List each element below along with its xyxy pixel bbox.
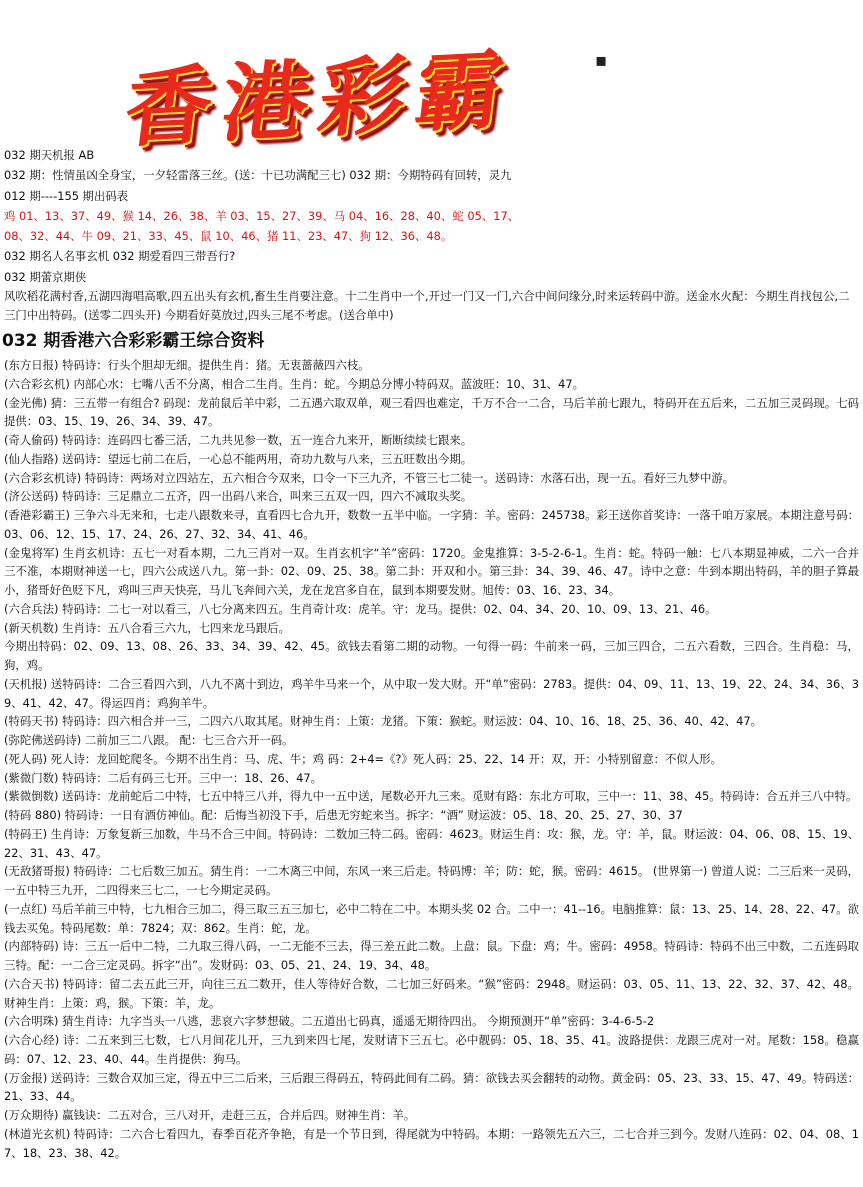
section-heading: 032 期香港六合彩彩霸王综合资料 (2, 331, 265, 352)
list-item: (天机报) 送特码诗：二合三看四六到，八九不离十到边，鸡羊牛马来一个，从中取一发大财。开“单”密码：2783。提供：04、09、11、13、19、22、24、34、36、39、41、42、47。得运四肖：鸡狗羊牛。 (4, 676, 859, 710)
list-item: (万众期待) 赢钱诀：二五对合，三八对开，走赶三五，合并后四。财神生肖：羊。 (4, 1108, 416, 1123)
list-item: (六合彩玄机) 内部心水：七嘴八舌不分离，相合二生肖。生肖：蛇。今期总分博小特码双。蓝波旺：10、31、47。 (4, 376, 584, 391)
list-item: (金光佛) 猜：三五带一有组合? 码现：龙前鼠后羊中彩，二五遇六取双单，观三看四也难定，千万不合一二合，马后羊前七跟九，特码开在五后来，二五加三灵码现。七码提供：03、15、19、26、34、39、47。 (4, 395, 859, 429)
list-item: (六合天书) 特码诗：留二去五此三开，向往三五二数开，佳人等待好合数，二七加三好码来。“猴”密码：2948。财运码：03、05、11、13、22、32、37、42、48。财神生肖：上策：鸡，猴。下策：羊，龙。 (4, 976, 859, 1010)
list-item: (六合心经) 诗：二五来到三七数，七八月间花儿开，三九到来四七尾，发财请下三五七。必中靓码：05、18、35、41。波路提供：龙跟三虎对一对。尾数：158。稳赢码：07、12、23、40、44。生肖提供：狗马。 (4, 1033, 859, 1066)
top-line: 032 期蕾京期侠 (4, 269, 87, 284)
number-table-line: 鸡 01、13、37、49、猴 14、26、38、羊 03、15、27、39、马 04、16、28、40、蛇 05、17、 (4, 208, 520, 223)
list-item: (六合兵法) 特码诗：二七一对以看三，八七分离来四五。生肖奇计攻：虎羊。守：龙马。提供：02、04、34、20、10、09、13、21、46。 (4, 601, 717, 616)
list-item: (万金报) 送码诗：三数合双加三定，得五中三二后来，三后跟三得码五，特码此间有二码。猜：欲钱去买会翻转的动物。黄金码：05、23、33、15、47、49。特码送：21、33、44。 (4, 1070, 859, 1104)
list-item: (东方日报) 特码诗：行头个胆却无细。提供生肖：猪。无衷蔷薇四六枝。 (4, 358, 370, 373)
list-item: (新天机数) 生肖诗：五八合看三六九，七四来龙马跟后。 (4, 620, 290, 635)
list-item: (六合明珠) 猜生肖诗：九字当头一八逃，悲哀六字梦想破。二五道出七码真，遥遥无期待四出。 今期预测开“单”密码：3-4-6-5-2 (4, 1014, 655, 1029)
list-item: (林道光玄机) 特码诗：二六合七看四九，春季百花齐争艳，有是一个节日到，得尾就为中特码。本期：一路领先五六三，二七合并三到今。发财八连码：02、04、08、17、18、23、38、42。 (4, 1126, 859, 1160)
entries-list (0, 356, 863, 1162)
top-line: 032 期：性情虽凶全身宝，一夕轻雷落三丝。(送：十已功满配三七) 032 期：今期特码有回转，灵九 (4, 168, 512, 183)
top-line: 012 期----155 期出码表 (4, 188, 129, 203)
list-item: (金鬼将军) 生肖玄机诗：五七一对看本期，二九三肖对一双。生肖玄机字“羊”密码：1720。金鬼推算：3-5-2-6-1。生肖：蛇。特码一触：七八本期显神威，二六一合并三不准，本期财神送一七，四六公成送八九。第一卦：02、09、25、38。第二卦：开双和小。第三卦：34、39、46、47。诗中之意：牛到本期出特码，羊的胆子算最小，猪哥好色贬下凡，鸡叫三声天快亮，马儿飞奔间六关，龙在龙宫多自在，鼠到本期要发财。旭传：03、16、23、34。 (4, 545, 859, 598)
list-item: (特码 880) 特码诗：一日有酒仿神仙。配：后悔当初没下手，后患无穷蛇来当。拆字：“酒” 财运波：05、18、20、25、27、30、37 (4, 808, 683, 823)
list-item: (济公送码) 特码诗：三足鼎立二五齐，四一出码八来合，叫来三五双一四，四六不减取头奖。 (4, 489, 473, 504)
top-section (0, 145, 863, 325)
list-item: (死人码) 死人诗：龙回蛇爬冬。今期不出生肖：马、虎、牛；鸡 码：2+4=《?》死人码：25、22、14 开：双，开：小特别留意：不似人形。 (4, 751, 722, 766)
list-item: (特码王) 生肖诗：万象复新三加数，牛马不合三中间。特码诗：二数加三特二码。密码：4623。财运生肖：攻：猴，龙。守：羊，鼠。财运波：04、06、08、15、19、22、31、43、47。 (4, 826, 859, 860)
list-item: (弥陀佛送码诗) 二前加三二八跟。 配：七三合六开一码。 (4, 733, 294, 748)
list-item: (紫微倒数) 送码诗：龙前蛇后二中特，七五中特三八并，得九中一五中送，尾数必开九三来。觅财有路：东北方可取，三中一：11、38、45。特码诗：合五并三八中特。 (4, 789, 858, 804)
feng-paragraph: 风吹稻花满村香,五湖四海唱高歌,四五出头有玄机,畜生生肖要注意。十二生肖中一个,开过一门又一门,六合中间问缘分,时来运转码中游。送金水火配：今期生肖找包公,二三门中出特码。(送零二四头开) 今期看好莫放过,四头三尾不考虑。(送合单中) (4, 289, 850, 323)
number-table-line: 08、32、44、牛 09、21、33、45、鼠 10、46、猪 11、23、47、狗 12、36、48。 (4, 229, 453, 244)
list-item: (特码天书) 特码诗：四六相合并一三，二四六八取其尾。财神生肖：上策：龙猪。下策：猴蛇。财运波：04、10、16、18、25、36、40、42、47。 (4, 714, 763, 729)
list-item: (内部特码) 诗：三五一后中二特，二九取三得八码，一二无能不三去，得三差五此二数。上盘：鼠。下盘：鸡；牛。密码：4958。特码诗：特码不出三中数，二五连码取三特。配：一二合三定灵码。拆字“出”。发财码：03、05、21、24、19、34、48。 (4, 939, 859, 973)
list-item: (奇人偷码) 特码诗：连码四七番三活，二九共见参一数，五一连合九来开，断断续续七跟来。 (4, 433, 473, 448)
banner-title: 香港彩霸 (119, 39, 519, 160)
list-item: (无敌猪哥报) 特码诗：二七后数三加五。猜生肖：一二木离三中间，东风一来三后走。特码博：羊；防：蛇，猴。密码：4615。 (世界第一) 曾道人说：二三后来一灵码，一五中特三九开，二四得来三七二，一七今期定灵码。 (4, 864, 859, 898)
top-line: 032 期名人名事玄机 032 期爱看四三带吾行? (4, 249, 236, 264)
list-item: (香港彩霸王) 三争六斗无来和，七走八跟数来寻，直看四七合九开，数数一五半中临。一字猜：羊。密码：245738。彩王送你首奖诗：一落千咱万家展。本期注意号码：03、06、12、15、17、24、26、27、32、34、41、46。 (4, 508, 859, 541)
list-item: (仙人指路) 送码诗：望远七前二在后，一心总不能两用，奇功九数与八来，三五旺数出今期。 (4, 451, 473, 466)
list-item: (紫微门数) 特码诗：二后有码三七开。三中一：18、26、47。 (4, 770, 322, 785)
banner-decoration: ▪ (595, 50, 608, 71)
top-line: 032 期天机报 AB (4, 148, 95, 162)
list-item: 今期出特码：02、09、13、08、26、33、34、39、42、45。欲钱去看第二期的动物。一句得一码：牛前来一码，三加三四合，二五六看数，三四合。生肖稳：马，狗，鸡。 (4, 639, 859, 673)
list-item: (一点红) 马后羊前三中特，七九相合三加二，得三取三五三加七，必中二特在二中。本期头奖 02 合。二中一：41--16。电脑推算：鼠：13、25、14、28、22、47。欲钱去买兔。特码尾数：单：7824；双：862。生肖：蛇，龙。 (4, 901, 859, 935)
list-item: (六合彩玄机诗) 特码诗：两场对立四站左，五六相合今双来，口令一下三九齐，不管三七二徒一。送码诗：水落石出，现一五。看好三九梦中游。 (4, 470, 735, 485)
